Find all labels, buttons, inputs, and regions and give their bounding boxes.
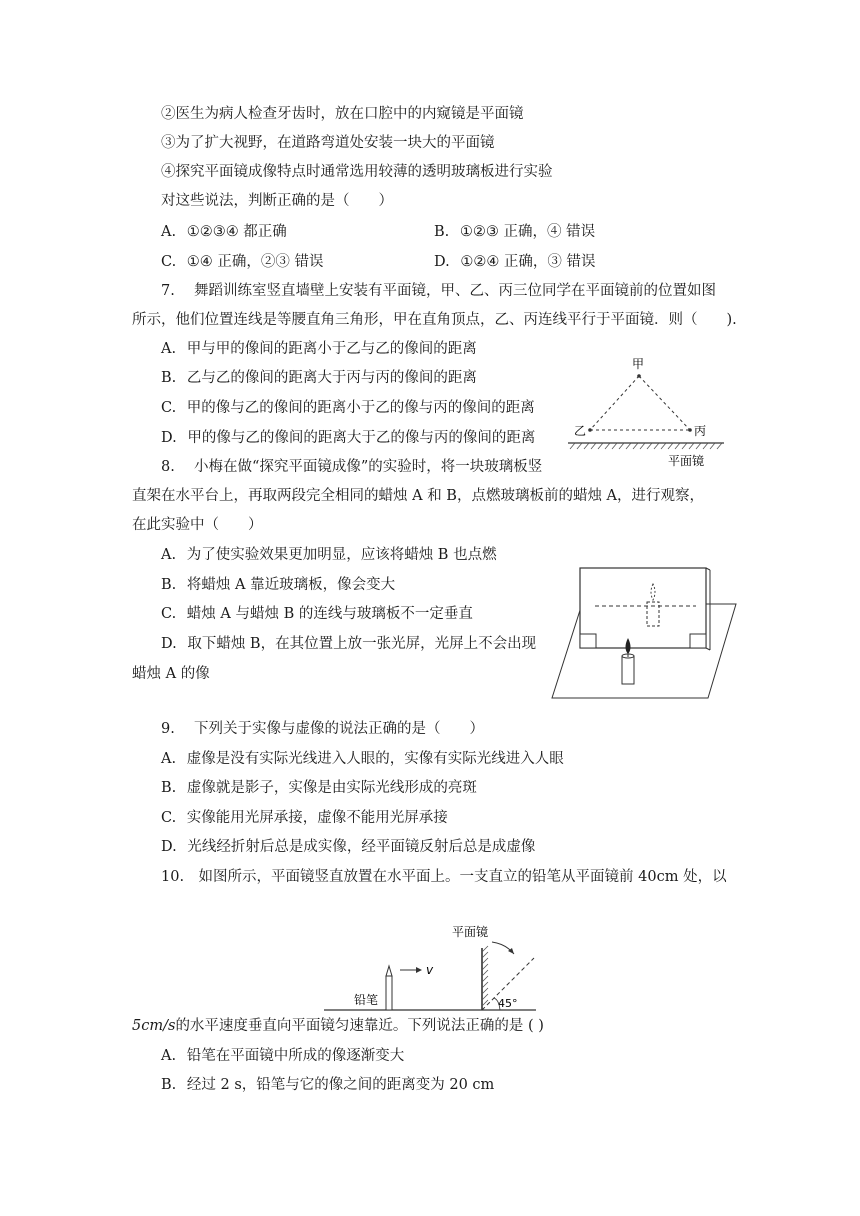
q6-option-d[interactable] bbox=[434, 252, 596, 272]
option-text: 取下蜡烛 B，在其位置上放一张光屏，光屏上不会出现 bbox=[187, 636, 537, 652]
option-text: 虚像是没有实际光线进入人眼的，实像有实际光线进入人眼 bbox=[186, 751, 564, 767]
option-text: 甲与甲的像间的距离小于乙与乙的像间的距离 bbox=[186, 341, 477, 357]
option-text: ①②③ 正确，④ 错误 bbox=[459, 224, 596, 240]
option-label: B. bbox=[434, 224, 450, 240]
option-label: D. bbox=[161, 636, 177, 652]
label-mirror: 平面镜 bbox=[668, 454, 705, 468]
option-label: B. bbox=[161, 370, 177, 386]
q8-glass-candle-figure bbox=[550, 562, 740, 702]
q8-option-d[interactable] bbox=[161, 634, 536, 654]
option-text: 实像能用光屏承接，虚像不能用光屏承接 bbox=[186, 810, 448, 826]
option-text: ①②③④ 都正确 bbox=[186, 224, 287, 240]
option-label: C. bbox=[161, 254, 177, 270]
option-text: 光线经折射后总是成实像，经平面镜反射后总是成虚像 bbox=[187, 839, 536, 855]
q10-stem-line1: 10. 如图所示，平面镜竖直放置在水平面上。一支直立的铅笔从平面镜前 40cm 处，以 bbox=[161, 869, 727, 885]
pencil-body bbox=[386, 976, 392, 1010]
pencil-tip bbox=[386, 966, 392, 976]
q9-option-d[interactable] bbox=[161, 837, 535, 857]
q6-option-c[interactable] bbox=[161, 252, 324, 272]
q9-option-c[interactable] bbox=[161, 808, 448, 828]
candle-a bbox=[622, 656, 634, 684]
stand-left bbox=[580, 634, 596, 648]
option-text: 甲的像与乙的像间的距离小于乙的像与丙的像间的距离 bbox=[186, 400, 535, 416]
point-jia bbox=[637, 374, 641, 378]
q6-option-b[interactable] bbox=[434, 222, 595, 242]
option-label: D. bbox=[434, 254, 450, 270]
q10-stem-line2-text: 的水平速度垂直向平面镜匀速靠近。下列说法正确的是 ( ) bbox=[175, 1018, 544, 1034]
option-label: A. bbox=[161, 751, 177, 767]
q8-option-c[interactable] bbox=[161, 604, 473, 624]
q10-option-a[interactable] bbox=[161, 1046, 404, 1066]
q8-option-b[interactable] bbox=[161, 575, 395, 595]
label-pencil: 铅笔 bbox=[354, 993, 379, 1007]
option-label: A. bbox=[161, 1048, 177, 1064]
option-text: ①④ 正确，②③ 错误 bbox=[186, 254, 324, 270]
q6-statement-2: ②医生为病人检查牙齿时，放在口腔中的内窥镜是平面镜 bbox=[161, 106, 524, 122]
option-text: 甲的像与乙的像间的距离大于乙的像与丙的像间的距离 bbox=[187, 430, 536, 446]
q8-option-a[interactable] bbox=[161, 545, 497, 565]
label-mirror: 平面镜 bbox=[452, 925, 489, 939]
option-label: C. bbox=[161, 400, 177, 416]
velocity-arrowhead bbox=[416, 967, 422, 973]
q10-stem-line2 bbox=[132, 1016, 544, 1036]
q10-pencil-mirror-figure bbox=[322, 920, 538, 1016]
point-yi bbox=[588, 428, 592, 432]
option-text: 经过 2 s，铅笔与它的像之间的距离变为 20 cm bbox=[186, 1077, 495, 1093]
q9-stem: 9. 下列关于实像与虚像的说法正确的是（ ） bbox=[161, 721, 484, 737]
q9-option-b[interactable] bbox=[161, 778, 477, 798]
option-label: C. bbox=[161, 810, 177, 826]
q8-stem-line2: 直架在水平台上，再取两段完全相同的蜡烛 A 和 B，点燃玻璃板前的蜡烛 A，进行观察， bbox=[132, 488, 705, 504]
label-jia: 甲 bbox=[632, 357, 645, 371]
triangle-side-left bbox=[590, 376, 639, 430]
q7-option-a[interactable] bbox=[161, 339, 477, 359]
glass-plate bbox=[580, 568, 706, 648]
option-text: 蜡烛 A 与蜡烛 B 的连线与玻璃板不一定垂直 bbox=[186, 606, 473, 622]
speed-value: 5cm/s bbox=[132, 1018, 176, 1034]
option-text: 将蜡烛 A 靠近玻璃板，像会变大 bbox=[186, 577, 396, 593]
option-label: B. bbox=[161, 577, 177, 593]
option-text: 为了使实验效果更加明显，应该将蜡烛 B 也点燃 bbox=[186, 547, 497, 563]
option-label: A. bbox=[161, 547, 177, 563]
stand-right bbox=[690, 634, 706, 648]
q7-option-c[interactable] bbox=[161, 398, 535, 418]
q8-option-d-continued: 蜡烛 A 的像 bbox=[132, 666, 210, 682]
label-angle: 45° bbox=[498, 997, 518, 1010]
label-velocity: v bbox=[426, 963, 434, 977]
mirror-hatching bbox=[570, 443, 722, 449]
point-bing bbox=[688, 428, 692, 432]
label-yi: 乙 bbox=[574, 424, 587, 438]
q7-option-d[interactable] bbox=[161, 428, 535, 448]
q6-statement-3: ③为了扩大视野，在道路弯道处安装一块大的平面镜 bbox=[161, 135, 495, 151]
option-text: 铅笔在平面镜中所成的像逐渐变大 bbox=[186, 1048, 405, 1064]
option-label: C. bbox=[161, 606, 177, 622]
q8-stem-line1: 8. 小梅在做“探究平面镜成像”的实验时，将一块玻璃板竖 bbox=[161, 459, 543, 475]
q10-option-b[interactable] bbox=[161, 1075, 494, 1095]
q7-triangle-figure bbox=[566, 352, 726, 470]
option-label: B. bbox=[161, 780, 177, 796]
q7-stem-line2: 所示，他们位置连线是等腰直角三角形，甲在直角顶点，乙、丙连线平行于平面镜．则（ ). bbox=[132, 312, 737, 328]
option-text: 虚像就是影子，实像是由实际光线形成的亮斑 bbox=[186, 780, 477, 796]
mirror-hatching bbox=[482, 946, 488, 1006]
q6-statement-4: ④探究平面镜成像特点时通常选用较薄的透明玻璃板进行实验 bbox=[161, 164, 553, 180]
q9-option-a[interactable] bbox=[161, 749, 564, 769]
q7-option-b[interactable] bbox=[161, 368, 477, 388]
option-label: B. bbox=[161, 1077, 177, 1093]
option-text: 乙与乙的像间的距离大于丙与丙的像间的距离 bbox=[186, 370, 477, 386]
q6-option-a[interactable] bbox=[161, 222, 287, 242]
option-label: D. bbox=[161, 839, 177, 855]
q7-stem-line1: 7. 舞蹈训练室竖直墙壁上安装有平面镜，甲、乙、丙三位同学在平面镜前的位置如图 bbox=[161, 283, 716, 299]
q6-prompt: 对这些说法，判断正确的是（ ） bbox=[161, 193, 393, 209]
triangle-side-right bbox=[639, 376, 690, 430]
option-label: A. bbox=[161, 224, 177, 240]
option-label: D. bbox=[161, 430, 177, 446]
option-label: A. bbox=[161, 341, 177, 357]
label-bing: 丙 bbox=[694, 424, 707, 438]
option-text: ①②④ 正确，③ 错误 bbox=[460, 254, 596, 270]
q8-stem-line3: 在此实验中（ ） bbox=[132, 517, 263, 533]
